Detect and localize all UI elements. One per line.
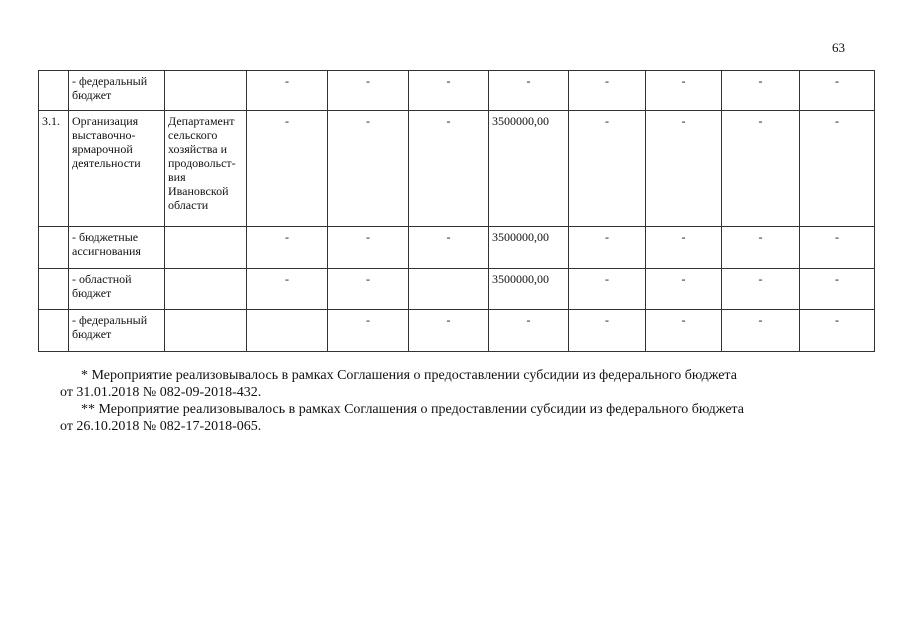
value-cell: - xyxy=(569,269,646,310)
footnote-2-line-2: от 26.10.2018 № 082-17-2018-065. xyxy=(60,419,262,434)
value-cell: - xyxy=(569,111,646,227)
value-cell: - xyxy=(800,71,875,111)
footnote-2-line-1: ** Мероприятие реализовывалось в рамках Соглашения о предоставлении субсидии из федерального бюджета xyxy=(81,402,744,417)
value-cell: - xyxy=(328,227,409,269)
row-number xyxy=(39,227,69,269)
value-cell xyxy=(409,269,489,310)
footnote-1-line-2: от 31.01.2018 № 082-09-2018-432. xyxy=(60,385,262,400)
row-title: - федеральный бюджет xyxy=(69,310,165,352)
value-cell: - xyxy=(722,310,800,352)
row-executor xyxy=(165,310,247,352)
value-cell: - xyxy=(722,71,800,111)
value-cell: - xyxy=(409,227,489,269)
value-cell: - xyxy=(646,227,722,269)
value-cell: - xyxy=(409,111,489,227)
value-cell: - xyxy=(328,269,409,310)
value-cell xyxy=(247,310,328,352)
value-cell: - xyxy=(247,269,328,310)
value-cell: - xyxy=(247,71,328,111)
value-cell: - xyxy=(722,269,800,310)
row-number: 3.1. xyxy=(39,111,69,227)
value-cell: - xyxy=(328,111,409,227)
table-row xyxy=(39,227,875,269)
row-number xyxy=(39,269,69,310)
value-cell: - xyxy=(489,71,569,111)
row-executor: Департамент сельского хозяйства и продовольст-вия Ивановской области xyxy=(165,111,247,227)
table-row xyxy=(39,111,875,227)
row-title: Организация выставочно-ярмарочной деятельности xyxy=(69,111,165,227)
value-cell: - xyxy=(569,71,646,111)
value-cell: 3500000,00 xyxy=(489,269,569,310)
footnotes xyxy=(60,367,844,435)
value-cell: - xyxy=(328,310,409,352)
page-number: 63 xyxy=(832,40,845,55)
value-cell: - xyxy=(569,310,646,352)
value-cell: - xyxy=(800,111,875,227)
value-cell: - xyxy=(328,71,409,111)
value-cell: 3500000,00 xyxy=(489,227,569,269)
value-cell: - xyxy=(800,227,875,269)
value-cell: - xyxy=(800,310,875,352)
value-cell: - xyxy=(646,269,722,310)
row-number xyxy=(39,71,69,111)
value-cell: 3500000,00 xyxy=(489,111,569,227)
row-title: - бюджетные ассигнования xyxy=(69,227,165,269)
table-row xyxy=(39,269,875,310)
value-cell: - xyxy=(646,71,722,111)
value-cell: - xyxy=(646,111,722,227)
footnote-1-line-1: * Мероприятие реализовывалось в рамках Соглашения о предоставлении субсидии из федерального бюджета xyxy=(81,368,737,383)
value-cell: - xyxy=(646,310,722,352)
row-executor xyxy=(165,227,247,269)
row-title: - федеральный бюджет xyxy=(69,71,165,111)
value-cell: - xyxy=(569,227,646,269)
row-number xyxy=(39,310,69,352)
row-executor xyxy=(165,71,247,111)
value-cell: - xyxy=(247,111,328,227)
table-row xyxy=(39,71,875,111)
row-title: - областной бюджет xyxy=(69,269,165,310)
budget-table xyxy=(38,70,875,352)
value-cell: - xyxy=(409,71,489,111)
value-cell: - xyxy=(489,310,569,352)
value-cell: - xyxy=(409,310,489,352)
value-cell: - xyxy=(722,227,800,269)
row-executor xyxy=(165,269,247,310)
table-row xyxy=(39,310,875,352)
value-cell: - xyxy=(722,111,800,227)
value-cell: - xyxy=(800,269,875,310)
value-cell: - xyxy=(247,227,328,269)
